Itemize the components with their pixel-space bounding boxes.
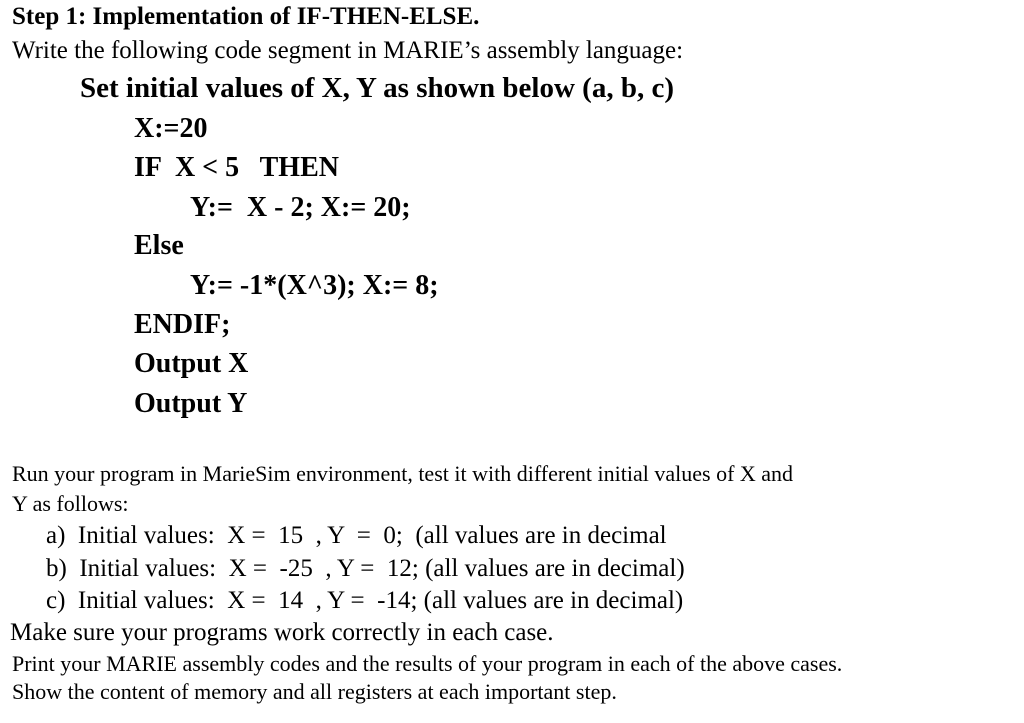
- intro-text: Write the following code segment in MARIE’s assembly language:: [12, 37, 684, 64]
- code-line: Y:= X - 2; X:= 20;: [190, 192, 411, 223]
- set-initial-heading: Set initial values of X, Y as shown below (a, b, c): [80, 72, 674, 104]
- code-line: Y:= -1*(X^3); X:= 8;: [190, 270, 439, 301]
- case-item: a) Initial values: X = 15 , Y = 0; (all values are in decimal: [46, 522, 667, 549]
- case-item: b) Initial values: X = -25 , Y = 12; (all values are in decimal): [46, 555, 685, 582]
- code-line: IF X < 5 THEN: [134, 152, 339, 183]
- make-sure-text: Make sure your programs work correctly in each case.: [10, 619, 554, 646]
- code-line: Output Y: [134, 388, 248, 419]
- code-line: X:=20: [134, 113, 208, 144]
- code-line: Else: [134, 230, 184, 261]
- show-instruction: Show the content of memory and all registers at each important step.: [12, 679, 617, 704]
- code-line: ENDIF;: [134, 309, 231, 340]
- code-line: Output X: [134, 348, 249, 379]
- print-instruction: Print your MARIE assembly codes and the results of your program in each of the above cases.: [12, 651, 843, 676]
- run-instructions-line: Y as follows:: [12, 491, 129, 516]
- step-title: Step 1: Implementation of IF-THEN-ELSE.: [12, 3, 480, 30]
- run-instructions-line: Run your program in MarieSim environment, test it with different initial values of X and: [12, 461, 794, 486]
- case-item: c) Initial values: X = 14 , Y = -14; (all values are in decimal): [46, 587, 684, 614]
